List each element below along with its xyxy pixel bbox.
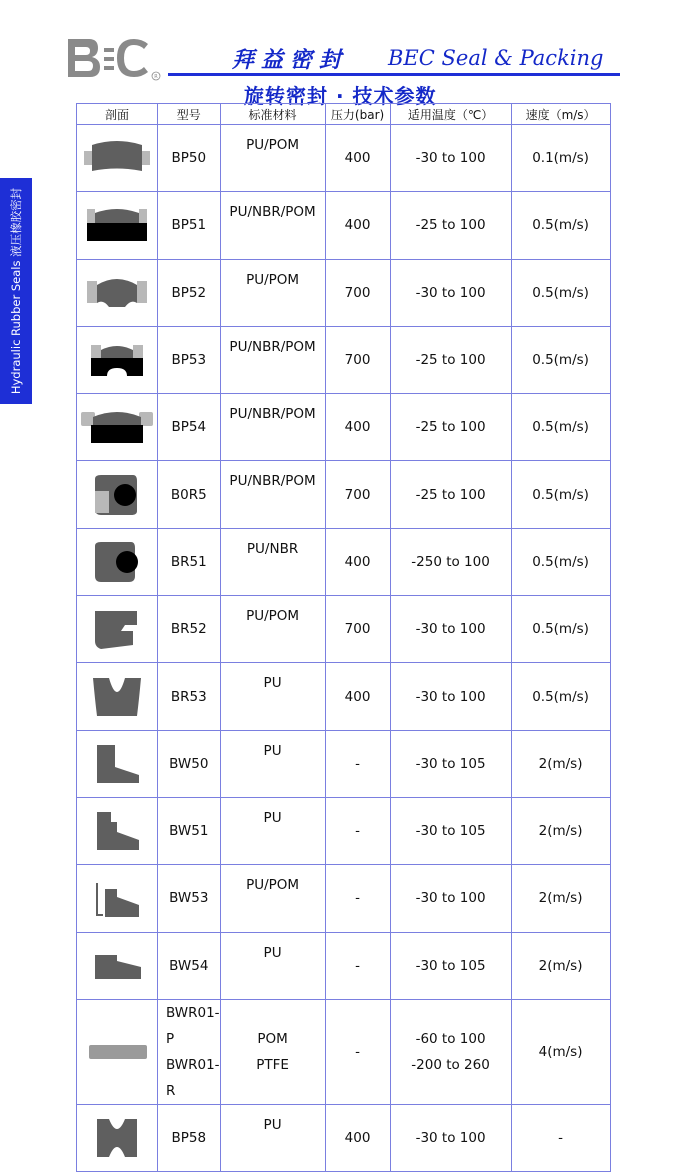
pressure-cell: 700 — [325, 461, 390, 528]
temperature-cell: -30 to 100 — [390, 1104, 511, 1171]
model-variant-r: BWR01-R — [166, 1056, 220, 1099]
header-model: 型号 — [158, 104, 221, 125]
temperature-cell — [390, 999, 511, 1104]
bp52-profile-icon — [81, 273, 153, 313]
material-cell: PU — [220, 663, 325, 730]
model-cell: BW51 — [158, 797, 221, 864]
model-cell: BP50 — [158, 125, 221, 192]
temperature-cell: -250 to 100 — [390, 528, 511, 595]
pressure-cell: 400 — [325, 663, 390, 730]
brand-name-cn: 拜益密封 — [232, 47, 349, 73]
br52-profile-icon — [81, 607, 153, 651]
bw54-profile-icon — [81, 943, 153, 989]
temperature-cell: -25 to 100 — [390, 192, 511, 259]
temperature-cell: -25 to 100 — [390, 326, 511, 393]
table-row — [77, 932, 611, 999]
table-row — [77, 1104, 611, 1171]
side-category-label: Hydraulic Rubber Seals 液压橡胶密封 — [9, 187, 23, 395]
model-variant-p: BWR01-P — [166, 1004, 220, 1047]
bp58-profile-icon — [81, 1115, 153, 1161]
side-category-tab — [0, 178, 32, 404]
temperature-cell: -30 to 105 — [390, 797, 511, 864]
pressure-cell: 700 — [325, 259, 390, 326]
speed-cell: 2(m/s) — [511, 797, 610, 864]
header-speed: 速度（m/s） — [511, 104, 610, 125]
material-cell: PU — [220, 932, 325, 999]
bw50-profile-icon — [81, 741, 153, 787]
speed-cell: 0.5(m/s) — [511, 192, 610, 259]
model-cell: BP54 — [158, 394, 221, 461]
temperature-cell: -30 to 105 — [390, 932, 511, 999]
pressure-cell: - — [325, 999, 390, 1104]
bp51-profile-icon — [81, 205, 153, 245]
speed-cell: 2(m/s) — [511, 865, 610, 932]
speed-cell: 2(m/s) — [511, 932, 610, 999]
header-temperature: 适用温度（℃） — [390, 104, 511, 125]
header-section: 剖面 — [77, 104, 158, 125]
pressure-cell: - — [325, 797, 390, 864]
bw51-profile-icon — [81, 808, 153, 854]
temperature-cell: -30 to 105 — [390, 730, 511, 797]
table-row — [77, 865, 611, 932]
table-row — [77, 259, 611, 326]
pressure-cell: 400 — [325, 192, 390, 259]
header-pressure: 压力(bar) — [325, 104, 390, 125]
model-cell: BR51 — [158, 528, 221, 595]
table-row — [77, 797, 611, 864]
speed-cell: 0.5(m/s) — [511, 394, 610, 461]
b0r5-profile-icon — [81, 473, 153, 517]
pressure-cell: - — [325, 865, 390, 932]
table-row — [77, 663, 611, 730]
material-cell: PU/POM — [220, 125, 325, 192]
temperature-variant-p: -60 to 100 — [415, 1030, 486, 1047]
table-row — [77, 192, 611, 259]
pressure-cell: 700 — [325, 326, 390, 393]
model-cell: BP53 — [158, 326, 221, 393]
material-cell: PU/POM — [220, 596, 325, 663]
material-cell: PU — [220, 1104, 325, 1171]
material-cell: PU/POM — [220, 259, 325, 326]
material-cell: PU/NBR/POM — [220, 461, 325, 528]
model-cell: BR52 — [158, 596, 221, 663]
speed-cell: - — [511, 1104, 610, 1171]
material-cell — [220, 999, 325, 1104]
pressure-cell: 400 — [325, 394, 390, 461]
material-cell: PU/NBR/POM — [220, 192, 325, 259]
temperature-cell: -30 to 100 — [390, 596, 511, 663]
temperature-cell: -30 to 100 — [390, 125, 511, 192]
brand-name-en: BEC Seal & Packing — [388, 46, 604, 70]
pressure-cell: 400 — [325, 125, 390, 192]
model-cell: BP51 — [158, 192, 221, 259]
bec-logo-icon — [66, 36, 162, 82]
material-cell: PU/NBR/POM — [220, 326, 325, 393]
speed-cell: 2(m/s) — [511, 730, 610, 797]
speed-cell: 0.5(m/s) — [511, 596, 610, 663]
model-cell: BW50 — [158, 730, 221, 797]
material-variant-r: PTFE — [256, 1056, 289, 1073]
pressure-cell: - — [325, 932, 390, 999]
temperature-cell: -25 to 100 — [390, 394, 511, 461]
material-cell: PU/NBR/POM — [220, 394, 325, 461]
table-row — [77, 461, 611, 528]
material-cell: PU — [220, 797, 325, 864]
bw53-profile-icon — [81, 875, 153, 921]
header-material: 标准材料 — [220, 104, 325, 125]
pressure-cell: 400 — [325, 528, 390, 595]
header-rule — [168, 73, 620, 76]
material-cell: PU/POM — [220, 865, 325, 932]
material-cell: PU/NBR — [220, 528, 325, 595]
table-row — [77, 528, 611, 595]
model-cell: B0R5 — [158, 461, 221, 528]
temperature-cell: -30 to 100 — [390, 865, 511, 932]
temperature-cell: -30 to 100 — [390, 663, 511, 730]
temperature-cell: -30 to 100 — [390, 259, 511, 326]
material-variant-p: POM — [257, 1030, 288, 1047]
pressure-cell: 400 — [325, 1104, 390, 1171]
bp53-profile-icon — [81, 340, 153, 380]
table-header-row — [77, 104, 611, 125]
model-cell: BW53 — [158, 865, 221, 932]
model-cell: BP52 — [158, 259, 221, 326]
speed-cell: 0.5(m/s) — [511, 326, 610, 393]
temperature-cell: -25 to 100 — [390, 461, 511, 528]
speed-cell: 0.5(m/s) — [511, 259, 610, 326]
svg-text:R: R — [154, 74, 158, 80]
speed-cell: 0.5(m/s) — [511, 663, 610, 730]
bp54-profile-icon — [79, 407, 155, 447]
speed-cell: 0.1(m/s) — [511, 125, 610, 192]
table-row — [77, 125, 611, 192]
temperature-variant-r: -200 to 260 — [411, 1056, 490, 1073]
table-row — [77, 999, 611, 1104]
bp50-profile-icon — [81, 138, 153, 178]
table-row — [77, 394, 611, 461]
model-cell: BR53 — [158, 663, 221, 730]
speed-cell: 4(m/s) — [511, 999, 610, 1104]
speed-cell: 0.5(m/s) — [511, 528, 610, 595]
pressure-cell: 700 — [325, 596, 390, 663]
page-title: 旋转密封 · 技术参数 — [244, 84, 437, 108]
tech-params-table — [76, 103, 611, 1172]
speed-cell: 0.5(m/s) — [511, 461, 610, 528]
pressure-cell: - — [325, 730, 390, 797]
table-row — [77, 596, 611, 663]
bwr01-profile-icon — [81, 1037, 153, 1067]
br53-profile-icon — [81, 674, 153, 720]
material-cell: PU — [220, 730, 325, 797]
model-cell: BW54 — [158, 932, 221, 999]
table-row — [77, 326, 611, 393]
model-cell — [158, 999, 221, 1104]
model-cell: BP58 — [158, 1104, 221, 1171]
table-row — [77, 730, 611, 797]
br51-profile-icon — [81, 540, 153, 584]
